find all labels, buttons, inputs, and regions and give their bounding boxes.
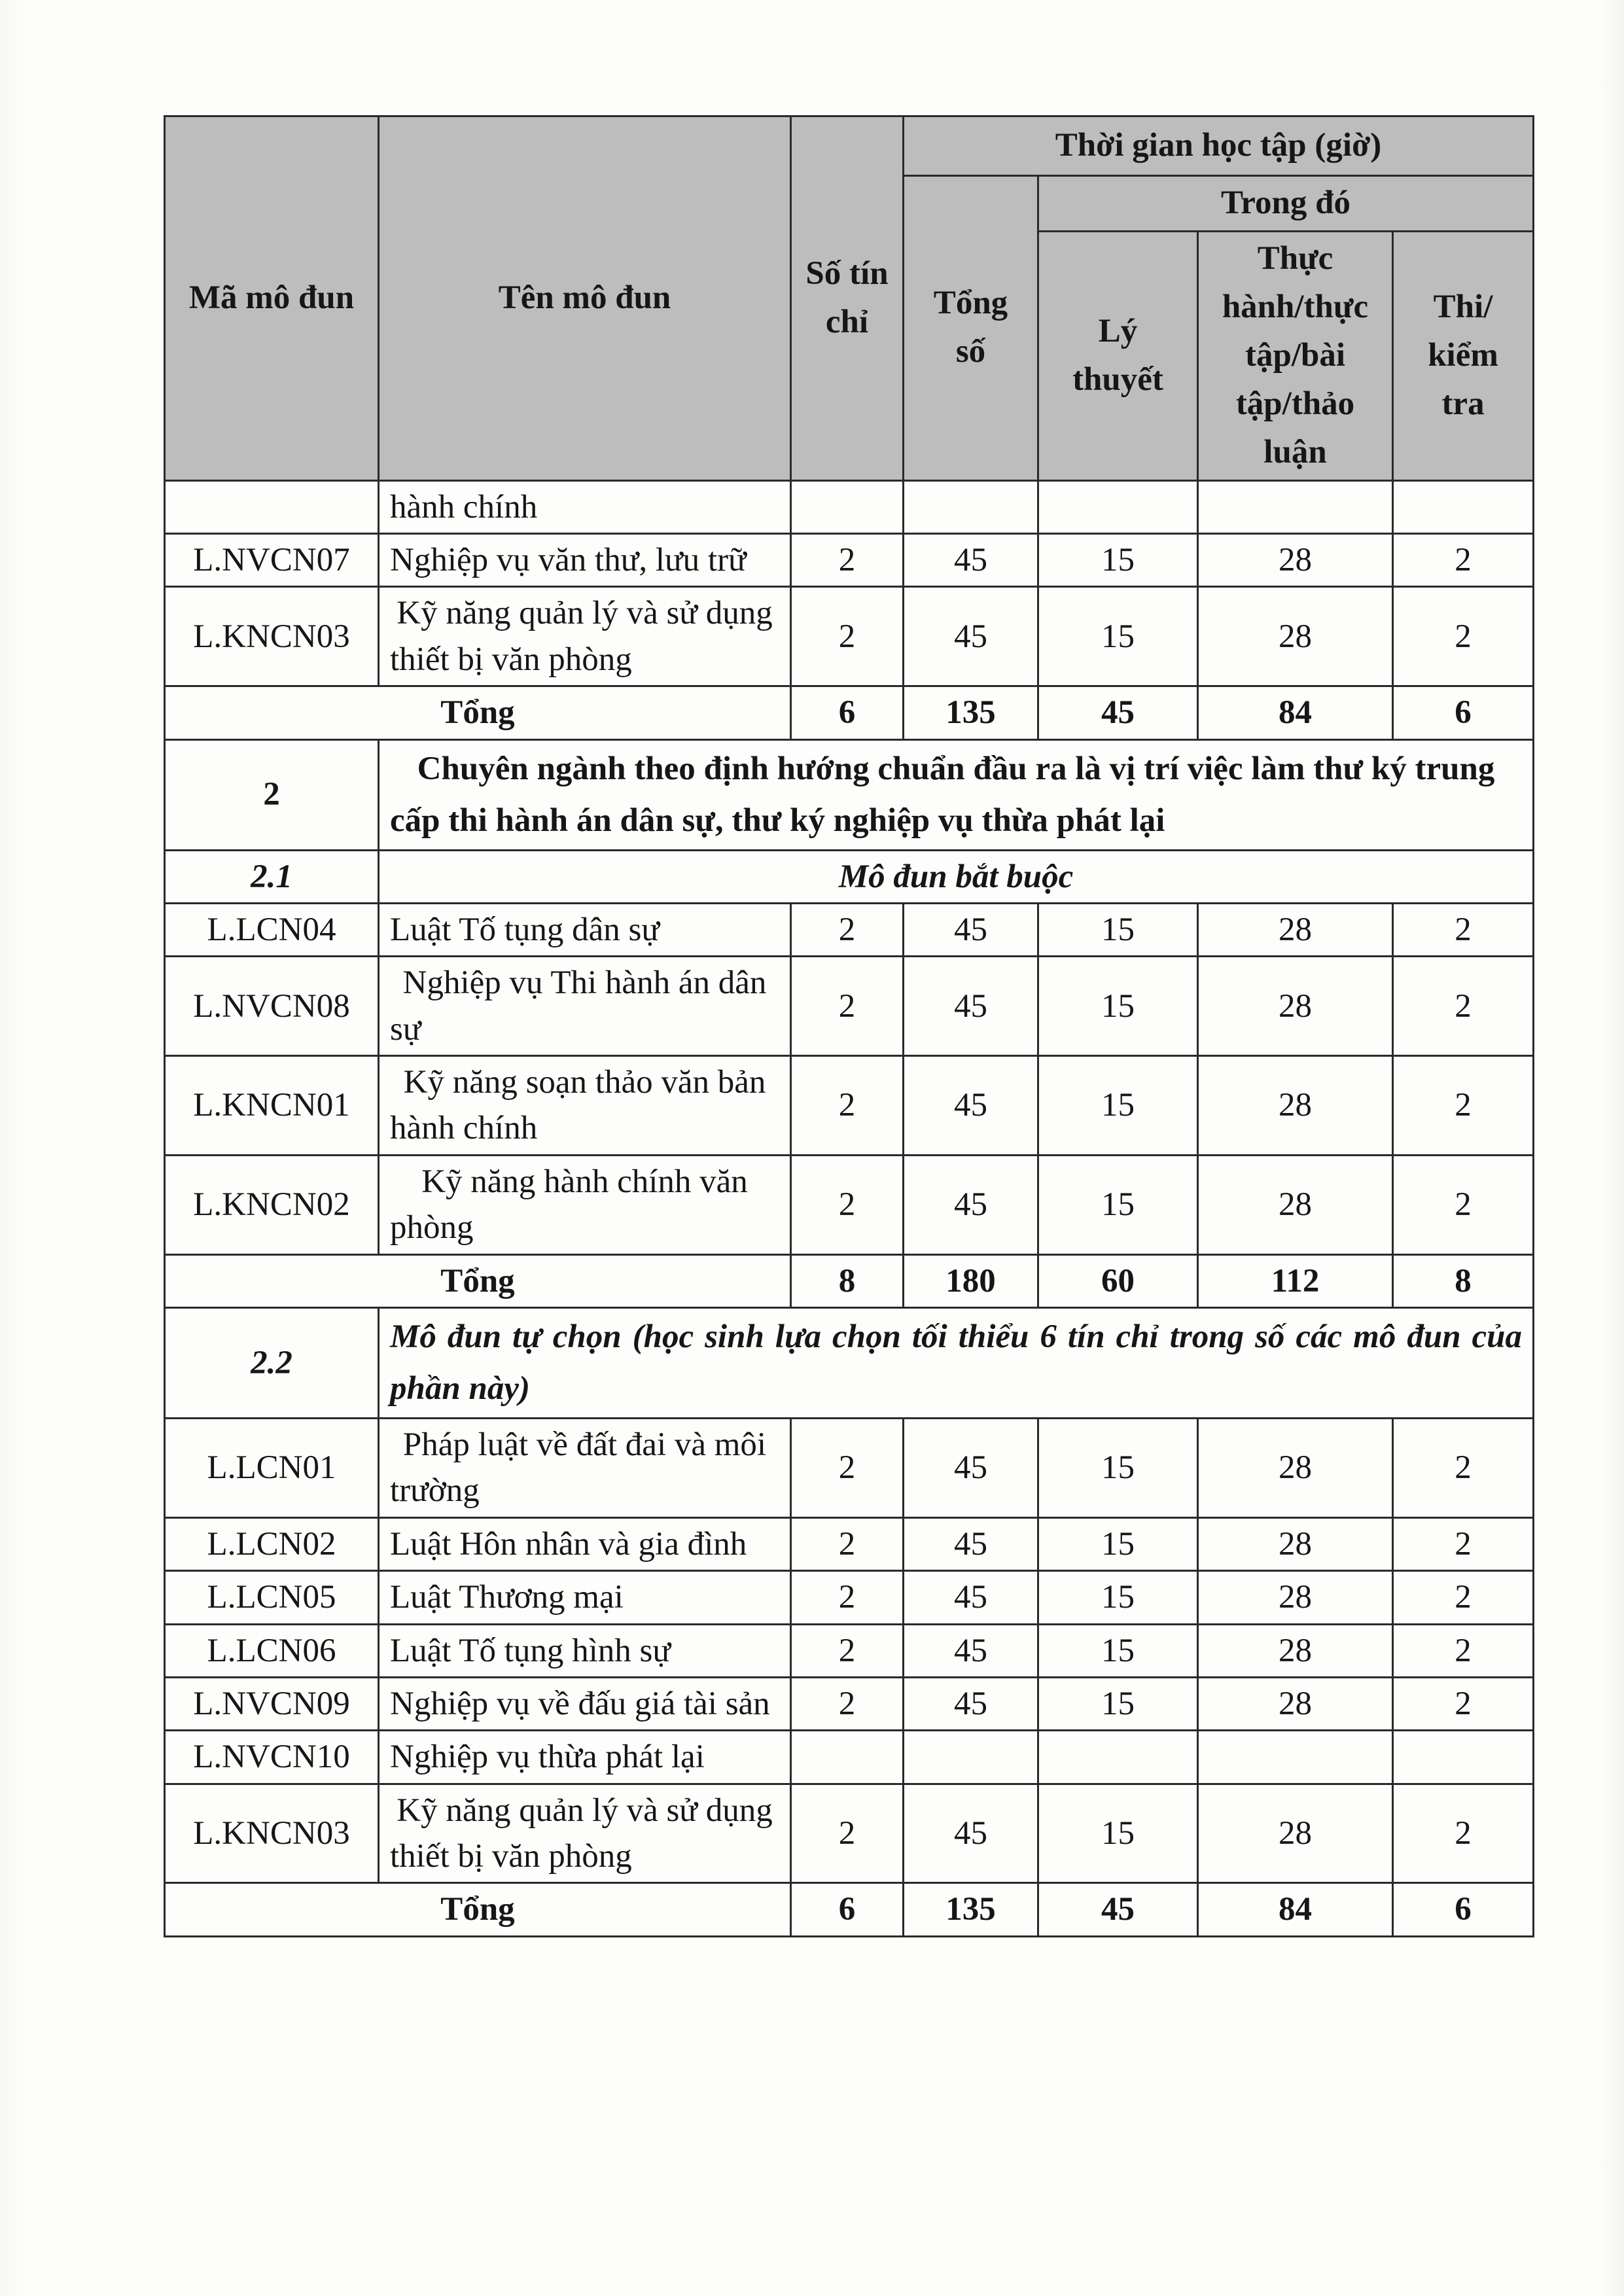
total-label: Tổng: [165, 1254, 791, 1307]
sub21-body: [165, 903, 1534, 1254]
exam-hours-cell: 2: [1393, 1677, 1534, 1730]
exam-hours-cell: 2: [1393, 903, 1534, 956]
credits-cell: 2: [791, 1624, 904, 1677]
module-row: [165, 1056, 1534, 1156]
module-code: L.KNCN03: [165, 587, 379, 686]
exam-hours-cell: 2: [1393, 1571, 1534, 1624]
module-row: [165, 903, 1534, 956]
practice-hours-cell: 28: [1198, 1517, 1393, 1570]
module-name: Luật Tố tụng hình sự: [379, 1624, 791, 1677]
module-row: [165, 1571, 1534, 1624]
header-practice: Thực hành/thực tập/bài tập/thảo luận: [1198, 231, 1393, 480]
total-exam: 6: [1393, 1883, 1534, 1936]
total-theory: 45: [1038, 1883, 1198, 1936]
module-code: L.LCN05: [165, 1571, 379, 1624]
module-code: L.NVCN09: [165, 1677, 379, 1730]
module-row: [165, 957, 1534, 1056]
module-name: hành chính: [379, 480, 791, 533]
total-row: [165, 686, 1534, 739]
module-code: L.NVCN10: [165, 1731, 379, 1784]
module-name: Luật Hôn nhân và gia đình: [379, 1517, 791, 1570]
module-name: Pháp luật về đất đai và môi trường: [379, 1419, 791, 1518]
header-study-time: Thời gian học tập (giờ): [904, 116, 1534, 176]
practice-hours-cell: 28: [1198, 534, 1393, 587]
module-row: [165, 1624, 1534, 1677]
total-hours-cell: 45: [904, 587, 1038, 686]
module-name: Kỹ năng quản lý và sử dụng thiết bị văn phòng: [379, 1784, 791, 1883]
practice-hours-cell: 28: [1198, 1571, 1393, 1624]
total-theory: 45: [1038, 686, 1198, 739]
total-hours-cell: 45: [904, 1056, 1038, 1156]
module-row: [165, 534, 1534, 587]
module-name: Luật Tố tụng dân sự: [379, 903, 791, 956]
theory-hours-cell: 15: [1038, 1517, 1198, 1570]
module-code: L.NVCN07: [165, 534, 379, 587]
subsection-number: 2.2: [165, 1307, 379, 1418]
theory-hours-cell: 15: [1038, 1056, 1198, 1156]
module-row: [165, 1677, 1534, 1730]
sub22-body: [165, 1419, 1534, 1883]
subsection-row: [165, 850, 1534, 903]
header-of-which: Trong đó: [1038, 176, 1534, 232]
module-name: Nghiệp vụ về đấu giá tài sản: [379, 1677, 791, 1730]
module-name: Luật Thương mại: [379, 1571, 791, 1624]
practice-hours-cell: [1198, 1731, 1393, 1784]
exam-hours-cell: 2: [1393, 1155, 1534, 1254]
module-code: L.LCN04: [165, 903, 379, 956]
total-hours: 180: [904, 1254, 1038, 1307]
table-body: [165, 480, 1534, 533]
theory-hours-cell: 15: [1038, 903, 1198, 956]
credits-cell: 2: [791, 1517, 904, 1570]
module-name: Nghiệp vụ Thi hành án dân sự: [379, 957, 791, 1056]
exam-hours-cell: 2: [1393, 587, 1534, 686]
header-exam: Thi/ kiểm tra: [1393, 231, 1534, 480]
theory-hours-cell: 15: [1038, 1571, 1198, 1624]
total-exam: 8: [1393, 1254, 1534, 1307]
practice-hours-cell: 28: [1198, 1056, 1393, 1156]
module-code: L.KNCN01: [165, 1056, 379, 1156]
module-row: [165, 1731, 1534, 1784]
practice-hours-cell: 28: [1198, 957, 1393, 1056]
total-practice: 84: [1198, 1883, 1393, 1936]
exam-hours-cell: 2: [1393, 1419, 1534, 1518]
exam-hours-cell: 2: [1393, 957, 1534, 1056]
total-hours-cell: 45: [904, 1419, 1038, 1518]
sub21-total-body: [165, 1254, 1534, 1418]
section-number: 2: [165, 739, 379, 850]
module-row: [165, 587, 1534, 686]
theory-hours-cell: 15: [1038, 1677, 1198, 1730]
subsection-title: Mô đun tự chọn (học sinh lựa chọn tối thiểu 6 tín chỉ trong số các mô đun của phần này): [379, 1307, 1534, 1418]
module-name: Nghiệp vụ thừa phát lại: [379, 1731, 791, 1784]
exam-hours-cell: 2: [1393, 1784, 1534, 1883]
practice-hours-cell: 28: [1198, 1419, 1393, 1518]
total-hours-cell: 45: [904, 534, 1038, 587]
total-row: [165, 1254, 1534, 1307]
header-module-name: Tên mô đun: [379, 116, 791, 481]
exam-hours-cell: 2: [1393, 534, 1534, 587]
curriculum-table: [164, 115, 1534, 1937]
credits-cell: 2: [791, 1419, 904, 1518]
total-practice: 112: [1198, 1254, 1393, 1307]
practice-hours-cell: 28: [1198, 587, 1393, 686]
total-hours-cell: 45: [904, 1784, 1038, 1883]
practice-hours-cell: 28: [1198, 903, 1393, 956]
credits-cell: [791, 1731, 904, 1784]
header-credits: Số tín chỉ: [791, 116, 904, 481]
total-hours-cell: 45: [904, 957, 1038, 1056]
module-name: Kỹ năng quản lý và sử dụng thiết bị văn phòng: [379, 587, 791, 686]
subsection-title: Mô đun bắt buộc: [379, 850, 1534, 903]
credits-cell: 2: [791, 1056, 904, 1156]
total-row: [165, 1883, 1534, 1936]
group1-total-body: [165, 686, 1534, 904]
credits-cell: 2: [791, 534, 904, 587]
total-label: Tổng: [165, 686, 791, 739]
total-credits: 6: [791, 1883, 904, 1936]
total-exam: 6: [1393, 686, 1534, 739]
credits-cell: 2: [791, 957, 904, 1056]
sub22-total-body: [165, 1883, 1534, 1936]
theory-hours-cell: 15: [1038, 534, 1198, 587]
total-hours-cell: 45: [904, 1571, 1038, 1624]
practice-hours-cell: 28: [1198, 1155, 1393, 1254]
module-code: L.NVCN08: [165, 957, 379, 1056]
theory-hours-cell: [1038, 1731, 1198, 1784]
continuation-row: [165, 480, 1534, 533]
header-module-code: Mã mô đun: [165, 116, 379, 481]
exam-hours-cell: 2: [1393, 1624, 1534, 1677]
theory-hours-cell: 15: [1038, 1155, 1198, 1254]
module-code: L.KNCN02: [165, 1155, 379, 1254]
theory-hours-cell: 15: [1038, 587, 1198, 686]
module-row: [165, 1155, 1534, 1254]
total-hours: 135: [904, 1883, 1038, 1936]
module-row: [165, 1784, 1534, 1883]
theory-hours-cell: 15: [1038, 1624, 1198, 1677]
section-row: [165, 739, 1534, 850]
total-theory: 60: [1038, 1254, 1198, 1307]
credits-cell: 2: [791, 1571, 904, 1624]
subsection-row: [165, 1307, 1534, 1418]
module-code: L.KNCN03: [165, 1784, 379, 1883]
practice-hours-cell: 28: [1198, 1784, 1393, 1883]
module-code: L.LCN01: [165, 1419, 379, 1518]
credits-cell: 2: [791, 1155, 904, 1254]
total-hours-cell: 45: [904, 1517, 1038, 1570]
module-row: [165, 1419, 1534, 1518]
module-name: Kỹ năng soạn thảo văn bản hành chính: [379, 1056, 791, 1156]
practice-hours-cell: 28: [1198, 1624, 1393, 1677]
total-label: Tổng: [165, 1883, 791, 1936]
exam-hours-cell: [1393, 1731, 1534, 1784]
total-hours: 135: [904, 686, 1038, 739]
theory-hours-cell: 15: [1038, 957, 1198, 1056]
module-code: L.LCN02: [165, 1517, 379, 1570]
total-credits: 8: [791, 1254, 904, 1307]
module-row: [165, 1517, 1534, 1570]
header-theory: Lý thuyết: [1038, 231, 1198, 480]
exam-hours-cell: 2: [1393, 1056, 1534, 1156]
credits-cell: 2: [791, 587, 904, 686]
module-code: L.LCN06: [165, 1624, 379, 1677]
group1-body: [165, 534, 1534, 686]
subsection-number: 2.1: [165, 850, 379, 903]
exam-hours-cell: 2: [1393, 1517, 1534, 1570]
header-total-hours: Tổng số: [904, 176, 1038, 481]
total-hours-cell: 45: [904, 1677, 1038, 1730]
theory-hours-cell: 15: [1038, 1784, 1198, 1883]
total-practice: 84: [1198, 686, 1393, 739]
credits-cell: 2: [791, 1677, 904, 1730]
total-hours-cell: 45: [904, 1624, 1038, 1677]
credits-cell: 2: [791, 903, 904, 956]
practice-hours-cell: 28: [1198, 1677, 1393, 1730]
module-name: Nghiệp vụ văn thư, lưu trữ: [379, 534, 791, 587]
total-hours-cell: 45: [904, 1155, 1038, 1254]
theory-hours-cell: 15: [1038, 1419, 1198, 1518]
section-title: Chuyên ngành theo định hướng chuẩn đầu ra là vị trí việc làm thư ký trung cấp thi hành án dân sự, thư ký nghiệp vụ thừa phát lại: [379, 739, 1534, 850]
module-name: Kỹ năng hành chính văn phòng: [379, 1155, 791, 1254]
total-hours-cell: 45: [904, 903, 1038, 956]
credits-cell: 2: [791, 1784, 904, 1883]
total-hours-cell: [904, 1731, 1038, 1784]
total-credits: 6: [791, 686, 904, 739]
